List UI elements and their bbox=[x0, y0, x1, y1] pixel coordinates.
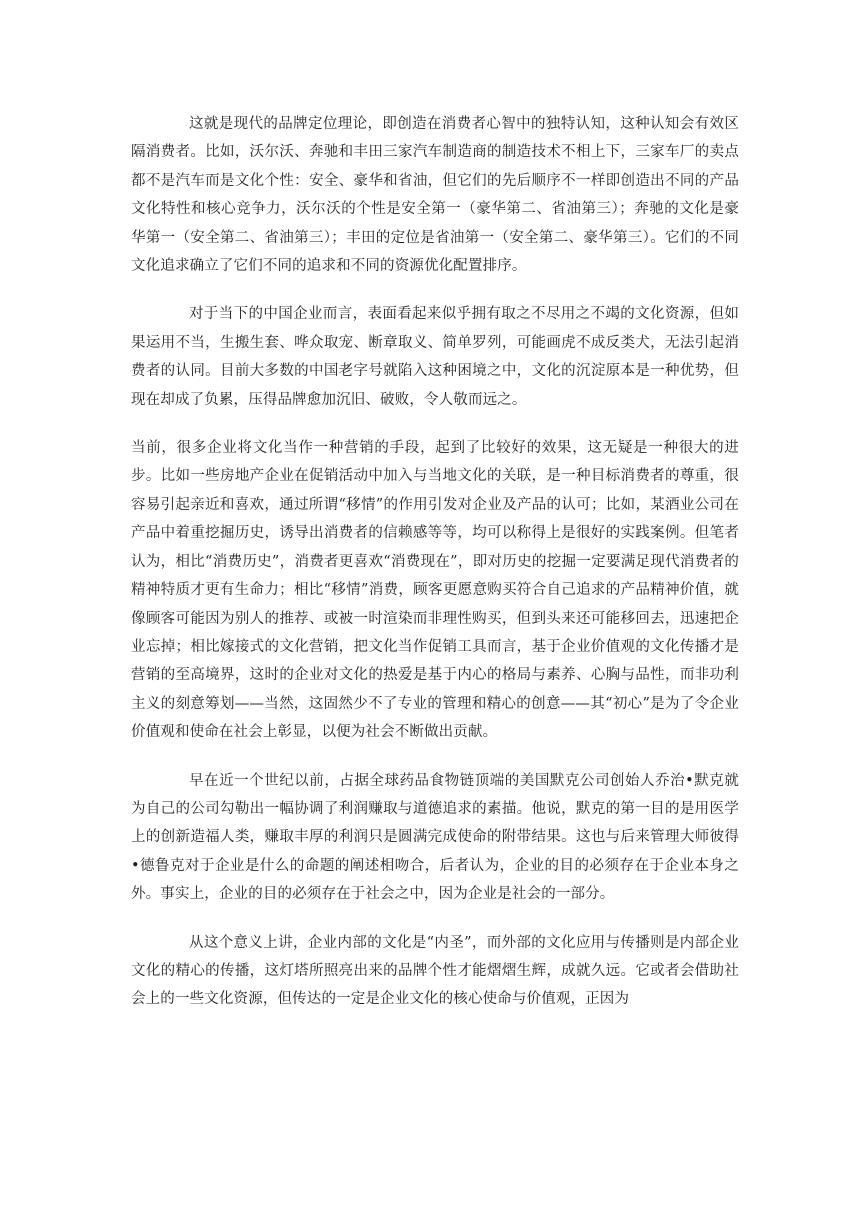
paragraph-chinese-enterprises: 对于当下的中国企业而言，表面看起来似乎拥有取之不尽用之不竭的文化资源，但如果运用不当，生搬生套、哗众取宠、断章取义、简单罗列，可能画虎不成反类犬，无法引起消费者的认同。目前大多数的中国老字号就陷入这种困境之中，文化的沉淀原本是一种优势，但现在却成了负累，压得品牌愈加沉旧、破败，令人敬而远之。 bbox=[131, 306, 739, 408]
paragraph-inner-culture: 从这个意义上讲，企业内部的文化是“内圣”，而外部的文化应用与传播则是内部企业文化的精心的传播，这灯塔所照亮出来的品牌个性才能熠熠生辉，成就久远。它或者会借助社会上的一些文化资源，但传达的一定是企业文化的核心使命与价值观，正因为 bbox=[131, 934, 739, 1008]
paragraph-merck-example: 早在近一个世纪以前，占据全球药品食物链顶端的美国默克公司创始人乔治•默克就为自己的公司勾勒出一幅协调了利润赚取与道德追求的素描。他说，默克的第一目的是用医学上的创新造福人类，赚取丰厚的利润只是圆满完成使命的附带结果。这也与后来管理大师彼得•德鲁克对于企业是什么的命题的阐述相吻合，后者认为，企业的目的必须存在于企业本身之外。事实上，企业的目的必须存在于社会之中，因为企业是社会的一部分。 bbox=[131, 772, 739, 903]
document-page bbox=[131, 110, 739, 1034]
paragraph-brand-positioning: 这就是现代的品牌定位理论，即创造在消费者心智中的独特认知，这种认知会有效区隔消费者。比如，沃尔沃、奔驰和丰田三家汽车制造商的制造技术不相上下，三家车厂的卖点都不是汽车而是文化个性：安全、豪华和省油，但它们的先后顺序不一样即创造出不同的产品文化特性和核心竞争力，沃尔沃的个性是安全第一（豪华第二、省油第三）；奔驰的文化是豪华第一（安全第二、省油第三）；丰田的定位是省油第一（安全第二、豪华第三）。它们的不同文化追求确立了它们不同的追求和不同的资源优化配置排序。 bbox=[131, 116, 739, 275]
paragraph-culture-marketing: 当前，很多企业将文化当作一种营销的手段，起到了比较好的效果，这无疑是一种很大的进步。比如一些房地产企业在促销活动中加入与当地文化的关联，是一种目标消费者的尊重，很容易引起亲近和喜欢，通过所谓“移情”的作用引发对企业及产品的认可；比如，某酒业公司在产品中着重挖掘历史，诱导出消费者的信赖感等等，均可以称得上是很好的实践案例。但笔者认为，相比“消费历史”，消费者更喜欢“消费现在”，即对历史的挖掘一定要满足现代消费者的精神特质才更有生命力；相比“移情”消费，顾客更愿意购买符合自己追求的产品精神价值，就像顾客可能因为别人的推荐、或被一时渲染而非理性购买，但到头来还可能移回去，迅速把企业忘掉；相比嫁接式的文化营销，把文化当作促销工具而言，基于企业价值观的文化传播才是营销的至高境界，这时的企业对文化的热爱是基于内心的格局与素养、心胸与品性，而非功利主义的刻意筹划——当然，这固然少不了专业的管理和精心的创意——其“初心”是为了令企业价值观和使命在社会上彰显，以便为社会不断做出贡献。 bbox=[131, 440, 739, 741]
